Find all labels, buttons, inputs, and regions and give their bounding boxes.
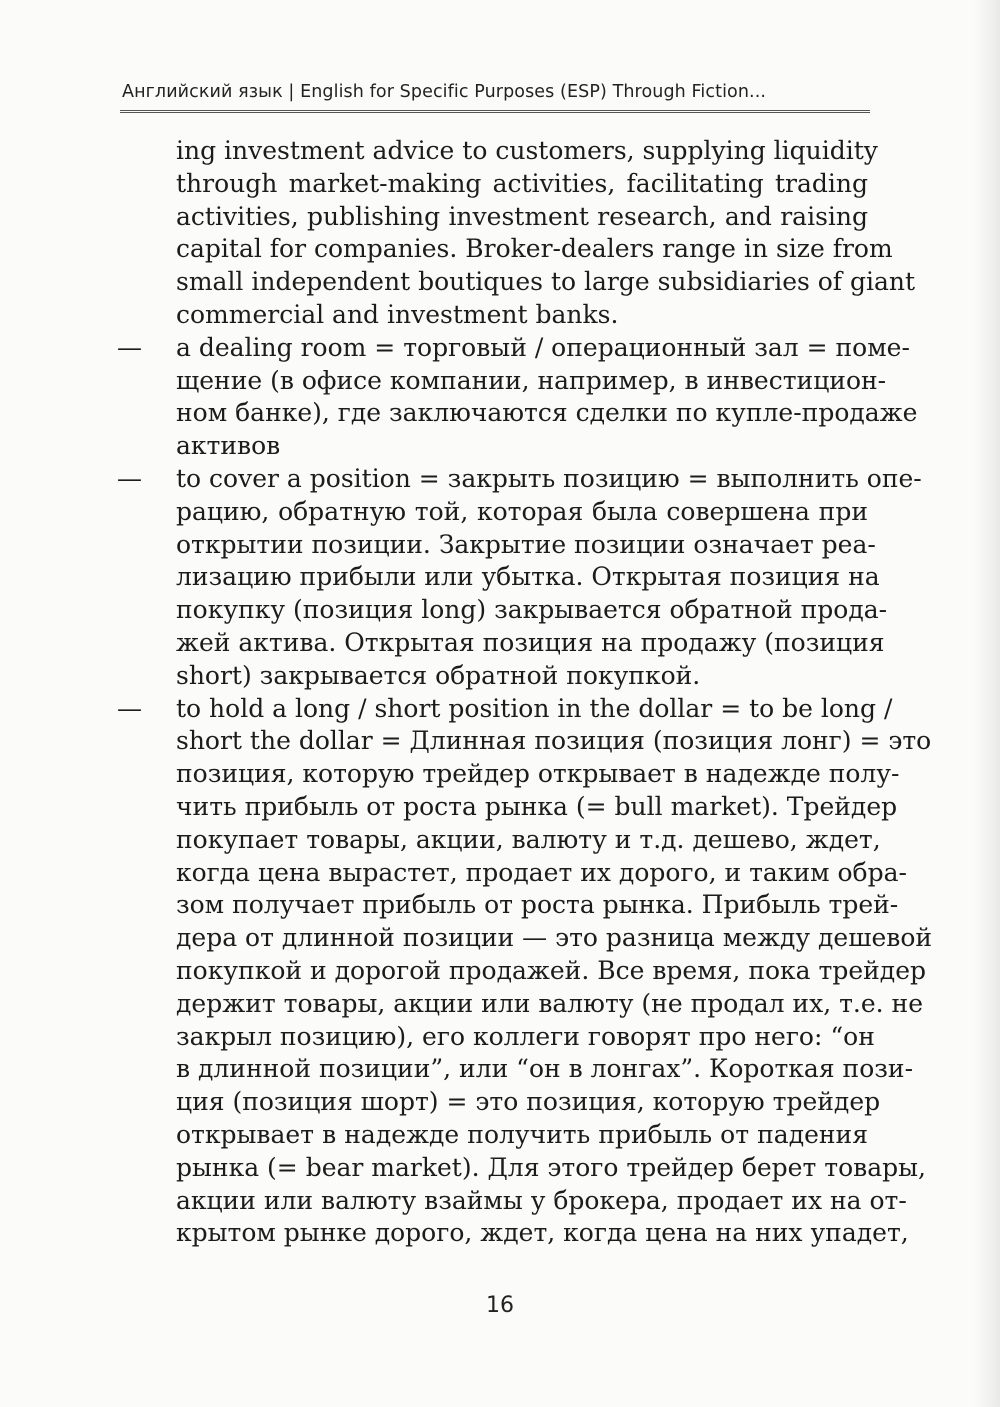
line-text: short) закрывается обратной покупкой.: [176, 660, 701, 690]
text-line: [0, 299, 1000, 332]
line-text: ing investment advice to customers, supplying liquidity: [176, 136, 878, 165]
line-text: позиция, которую трейдер открывает в надежде полу-: [176, 759, 900, 789]
text-line: [0, 168, 1000, 201]
glossary-entry: [0, 332, 1000, 463]
text-line: [0, 725, 1000, 758]
header-rule: [120, 110, 870, 113]
text-line: [0, 889, 1000, 922]
line-text: покупает товары, акции, валюту и т.д. дешево, ждет,: [176, 824, 881, 854]
text-line: [0, 857, 1000, 890]
line-text: акции или валюту взаймы у брокера, продает их на от-: [176, 1185, 907, 1215]
text-line: [0, 791, 1000, 824]
text-line: [0, 922, 1000, 955]
line-text: through market-making activities, facilitating trading: [176, 168, 868, 198]
text-line: [0, 1119, 1000, 1152]
line-text: ция (позиция шорт) = это позиция, которую трейдер: [176, 1087, 881, 1117]
line-text: щение (в офисе компании, например, в инвестицион-: [176, 365, 887, 395]
line-text: рацию, обратную той, которая была совершена при: [176, 496, 868, 526]
text-line: [0, 693, 1000, 726]
line-text: дера от длинной позиции — это разница между дешевой: [176, 923, 933, 953]
text-line: [0, 135, 1000, 168]
line-text: a dealing room = торговый / операционный зал = поме-: [176, 332, 910, 362]
page-number: 16: [486, 1293, 514, 1318]
line-text: держит товары, акции или валюту (не продал их, т.е. не: [176, 988, 924, 1018]
text-line: [0, 430, 1000, 463]
text-line: [0, 233, 1000, 266]
text-line: [0, 594, 1000, 627]
line-text: to cover a position = закрыть позицию = выполнить опе-: [176, 463, 922, 493]
line-text: commercial and investment banks.: [176, 299, 619, 329]
line-text: крытом рынке дорого, ждет, когда цена на них упадет,: [176, 1218, 909, 1248]
text-line: [0, 266, 1000, 299]
text-line: [0, 758, 1000, 791]
text-line: [0, 660, 1000, 693]
entry-dash: —: [117, 463, 142, 493]
running-header: Английский язык | English for Specific Purposes (ESP) Through Fiction...: [122, 82, 767, 102]
text-line: [0, 365, 1000, 398]
text-line: [0, 529, 1000, 562]
line-text: capital for companies. Broker-dealers range in size from: [176, 234, 893, 264]
text-line: [0, 627, 1000, 660]
line-text: покупку (позиция long) закрывается обратной прода-: [176, 595, 888, 625]
text-line: [0, 1217, 1000, 1250]
line-text: покупкой и дорогой продажей. Все время, пока трейдер: [176, 955, 926, 985]
text-line: [0, 988, 1000, 1021]
line-text: ном банке), где заключаются сделки по купле-продаже: [176, 398, 918, 428]
text-line: [0, 1053, 1000, 1086]
text-line: [0, 1185, 1000, 1218]
entry-dash: —: [117, 332, 142, 362]
line-text: в длинной позиции”, или “он в лонгах”. Короткая пози-: [176, 1054, 914, 1084]
line-text: зом получает прибыль от роста рынка. Прибыль трей-: [176, 890, 899, 920]
glossary-entry: [0, 693, 1000, 1251]
line-text: to hold a long / short position in the dollar = to be long /: [176, 693, 893, 723]
line-text: открытии позиции. Закрытие позиции означает реа-: [176, 529, 876, 559]
text-line: [0, 955, 1000, 988]
text-line: [0, 824, 1000, 857]
continued-paragraph: [0, 135, 1000, 332]
line-text: закрыл позицию), его коллеги говорят про него: “он: [176, 1021, 875, 1051]
text-line: [0, 397, 1000, 430]
line-text: activities, publishing investment research, and raising: [176, 201, 868, 231]
line-text: short the dollar = Длинная позиция (позиция лонг) = это: [176, 726, 932, 756]
line-text: когда цена вырастет, продает их дорого, и таким обра-: [176, 857, 907, 887]
line-text: чить прибыль от роста рынка (= bull market). Трейдер: [176, 791, 898, 821]
line-text: лизацию прибыли или убытка. Открытая позиция на: [176, 562, 880, 592]
entry-dash: —: [117, 693, 142, 723]
text-line: [0, 496, 1000, 529]
text-line: [0, 1086, 1000, 1119]
glossary-entry: [0, 463, 1000, 693]
line-text: открывает в надежде получить прибыль от падения: [176, 1119, 868, 1149]
text-line: [0, 1021, 1000, 1054]
line-text: жей актива. Открытая позиция на продажу (позиция: [176, 627, 885, 657]
text-line: [0, 561, 1000, 594]
text-line: [0, 463, 1000, 496]
text-line: [0, 201, 1000, 234]
line-text: активов: [176, 431, 281, 461]
body-text: [0, 135, 1000, 1250]
line-text: рынка (= bear market). Для этого трейдер берет товары,: [176, 1152, 926, 1182]
text-line: [0, 332, 1000, 365]
text-line: [0, 1152, 1000, 1185]
line-text: small independent boutiques to large subsidiaries of giant: [176, 267, 916, 297]
